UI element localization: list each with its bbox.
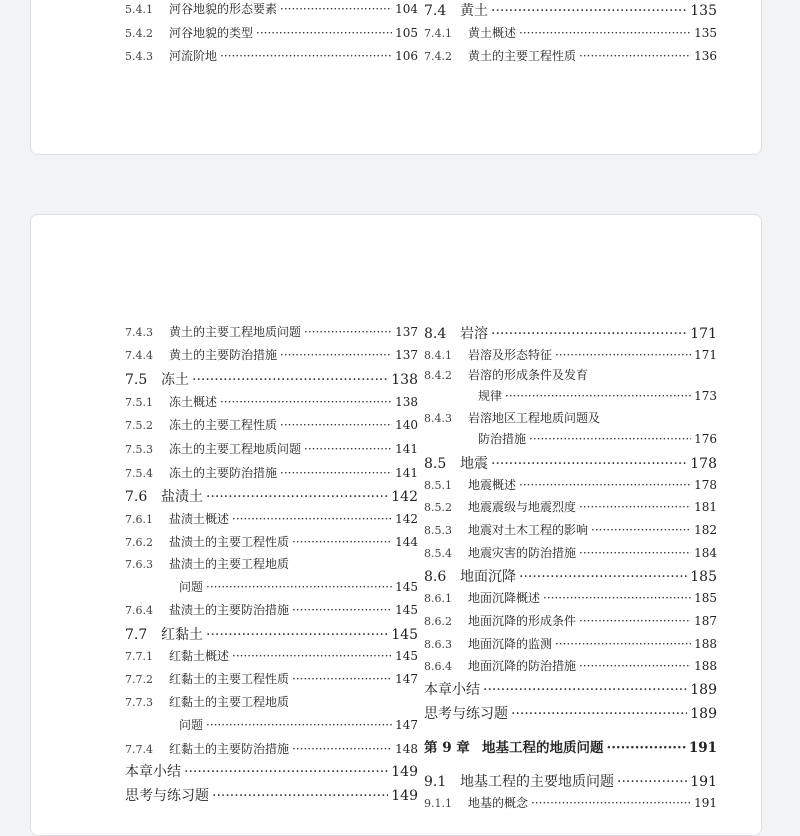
toc-entry-title: 冻土的主要防治措施 xyxy=(169,466,278,480)
toc-entry xyxy=(424,387,717,404)
toc-entry xyxy=(424,0,717,20)
toc-leader-dots xyxy=(206,580,392,594)
toc-entry-title: 地基工程的主要地质问题 xyxy=(460,774,614,790)
toc-entry xyxy=(125,578,418,595)
toc-entry xyxy=(424,679,717,699)
toc-entry-title: 地震概述 xyxy=(468,478,517,492)
toc-leader-dots xyxy=(519,478,691,492)
toc-entry-number: 8.4 xyxy=(424,326,447,342)
toc-entry-title: 盐渍土的主要工程地质 xyxy=(169,557,290,571)
toc-entry-title: 冻土的主要工程性质 xyxy=(169,418,278,432)
toc-entry-page: 188 xyxy=(694,659,717,673)
toc-entry-page: 176 xyxy=(694,432,717,446)
toc-entry xyxy=(424,566,717,586)
toc-leader-dots xyxy=(491,456,687,472)
toc-entry-title: 黄土的主要工程地质问题 xyxy=(169,325,302,339)
toc-entry-number: 7.6 xyxy=(125,489,148,505)
toc-entry xyxy=(424,771,717,791)
toc-entry-title: 黄土 xyxy=(460,3,488,19)
toc-entry xyxy=(125,369,418,389)
toc-entry-number: 7.7.2 xyxy=(125,673,153,686)
toc-entry-number: 7.4.3 xyxy=(125,326,153,339)
toc-entry-page: 185 xyxy=(694,591,717,605)
toc-entry-page: 149 xyxy=(391,788,418,804)
toc-entry xyxy=(125,393,418,410)
toc-entry-page: 142 xyxy=(391,489,418,505)
toc-entry-number: 7.5.3 xyxy=(125,443,153,456)
toc-entry-title: 思考与练习题 xyxy=(125,788,209,804)
toc-entry xyxy=(424,323,717,343)
toc-entry-number: 7.6.2 xyxy=(125,536,153,549)
toc-entry-page: 138 xyxy=(395,395,418,409)
toc-entry-title: 问题 xyxy=(179,580,204,594)
toc-leader-dots xyxy=(579,659,691,673)
toc-entry-number: 8.5.3 xyxy=(424,524,452,537)
toc-entry-title: 红黏土的主要防治措施 xyxy=(169,742,290,756)
toc-entry-page: 189 xyxy=(690,706,717,722)
toc-entry-title: 红黏土的主要工程地质 xyxy=(169,695,290,709)
toc-entry-title: 岩溶地区工程地质问题及 xyxy=(468,411,601,425)
toc-entry-page: 171 xyxy=(694,348,717,362)
toc-leader-dots xyxy=(206,489,388,505)
toc-entry xyxy=(125,0,418,17)
toc-leader-dots xyxy=(192,372,388,388)
toc-entry-title: 红黏土概述 xyxy=(169,649,230,663)
toc-entry-page: 178 xyxy=(690,456,717,472)
toc-leader-dots xyxy=(232,512,392,526)
toc-entry-title: 黄土的主要防治措施 xyxy=(169,348,278,362)
toc-entry xyxy=(125,47,418,64)
toc-entry-number: 9.1 xyxy=(424,774,447,790)
toc-entry-title: 冻土 xyxy=(161,372,189,388)
toc-entry-title: 本章小结 xyxy=(424,682,480,698)
toc-entry-title: 盐渍土 xyxy=(161,489,203,505)
toc-entry-title: 冻土的主要工程地质问题 xyxy=(169,442,302,456)
toc-leader-dots xyxy=(280,418,392,432)
toc-entry-title: 岩溶的形成条件及发育 xyxy=(468,368,589,382)
toc-entry-page: 136 xyxy=(694,49,717,63)
toc-leader-dots xyxy=(579,500,691,514)
toc-entry xyxy=(125,716,418,733)
toc-entry-number: 5.4.3 xyxy=(125,50,153,63)
toc-entry xyxy=(424,346,717,363)
toc-entry-number: 5.4.1 xyxy=(125,3,153,16)
toc-entry-page: 142 xyxy=(395,512,418,526)
toc-leader-dots xyxy=(280,466,392,480)
toc-entry-number: 7.4.2 xyxy=(424,50,452,63)
toc-entry-title: 地震 xyxy=(460,456,488,472)
toc-leader-dots xyxy=(220,49,392,63)
toc-leader-dots xyxy=(220,395,392,409)
toc-leader-dots xyxy=(591,523,691,537)
toc-entry xyxy=(424,409,717,426)
toc-entry-number: 8.5.1 xyxy=(424,479,452,492)
toc-entry-title: 地面沉降的形成条件 xyxy=(468,614,577,628)
toc-leader-dots xyxy=(280,348,392,362)
toc-entry-page: 187 xyxy=(694,614,717,628)
toc-entry-title: 岩溶 xyxy=(460,326,488,342)
toc-entry-number: 7.4.1 xyxy=(424,27,452,40)
toc-entry xyxy=(125,440,418,457)
toc-entry-number: 8.5.4 xyxy=(424,547,452,560)
toc-leader-dots xyxy=(212,788,388,804)
toc-leader-dots xyxy=(607,740,686,756)
toc-entry xyxy=(424,453,717,473)
toc-entry-title: 红黏土的主要工程性质 xyxy=(169,672,290,686)
toc-entry-page: 147 xyxy=(395,672,418,686)
toc-entry-page: 106 xyxy=(395,49,418,63)
toc-leader-dots xyxy=(206,718,392,732)
toc-entry-number: 7.6.4 xyxy=(125,604,153,617)
toc-entry xyxy=(125,647,418,664)
toc-entry-page: 191 xyxy=(690,774,717,790)
toc-entry xyxy=(424,430,717,447)
toc-entry xyxy=(424,612,717,629)
toc-entry xyxy=(125,533,418,550)
toc-entry-number: 7.5.1 xyxy=(125,396,153,409)
toc-entry-number: 8.4.1 xyxy=(424,349,452,362)
toc-entry-number: 8.6.2 xyxy=(424,615,452,628)
toc-entry xyxy=(424,47,717,64)
toc-entry-title: 地面沉降的防治措施 xyxy=(468,659,577,673)
toc-entry-page: 141 xyxy=(395,466,418,480)
toc-entry-page: 182 xyxy=(694,523,717,537)
toc-entry-title: 黄土的主要工程性质 xyxy=(468,49,577,63)
toc-entry-number: 7.7 xyxy=(125,627,148,643)
toc-leader-dots xyxy=(292,535,392,549)
toc-entry-title: 思考与练习题 xyxy=(424,706,508,722)
toc-leader-dots xyxy=(292,603,392,617)
toc-entry-number: 9.1.1 xyxy=(424,797,452,810)
toc-entry-number: 8.6.3 xyxy=(424,638,452,651)
toc-leader-dots xyxy=(280,2,392,16)
toc-card-top xyxy=(30,0,762,155)
toc-leader-dots xyxy=(579,546,691,560)
toc-entry-page: 145 xyxy=(395,603,418,617)
toc-entry-page: 137 xyxy=(395,325,418,339)
toc-entry xyxy=(125,464,418,481)
toc-leader-dots xyxy=(206,627,388,643)
toc-leader-dots xyxy=(292,672,392,686)
toc-leader-dots xyxy=(304,325,392,339)
toc-entry xyxy=(424,24,717,41)
toc-entry-title: 盐渍土的主要工程性质 xyxy=(169,535,290,549)
toc-entry xyxy=(424,635,717,652)
toc-entry-title: 地面沉降 xyxy=(460,569,516,585)
toc-entry xyxy=(125,624,418,644)
toc-entry xyxy=(125,416,418,433)
toc-entry-number: 7.7.4 xyxy=(125,743,153,756)
toc-entry-number: 7.6.1 xyxy=(125,513,153,526)
toc-entry xyxy=(424,498,717,515)
toc-entry xyxy=(125,693,418,710)
toc-leader-dots xyxy=(529,432,691,446)
toc-entry-page: 141 xyxy=(395,442,418,456)
toc-entry xyxy=(424,589,717,606)
toc-leader-dots xyxy=(483,682,687,698)
toc-entry-title: 防治措施 xyxy=(478,432,527,446)
toc-leader-dots xyxy=(519,569,687,585)
toc-entry-title: 红黏土 xyxy=(161,627,203,643)
toc-entry-page: 178 xyxy=(694,478,717,492)
toc-entry xyxy=(125,740,418,757)
toc-leader-dots xyxy=(491,3,687,19)
toc-entry-title: 地基的概念 xyxy=(468,796,529,810)
toc-entry-page: 135 xyxy=(694,26,717,40)
toc-entry-title: 规律 xyxy=(478,389,503,403)
toc-entry-page: 145 xyxy=(395,580,418,594)
toc-entry-page: 137 xyxy=(395,348,418,362)
toc-entry xyxy=(125,323,418,340)
toc-entry-page: 145 xyxy=(395,649,418,663)
toc-leader-dots xyxy=(292,742,392,756)
toc-entry xyxy=(125,785,418,805)
toc-card-bottom xyxy=(30,214,762,836)
toc-entry-page: 138 xyxy=(391,372,418,388)
toc-entry-number: 7.4 xyxy=(424,3,447,19)
toc-leader-dots xyxy=(579,614,691,628)
toc-entry-page: 171 xyxy=(690,326,717,342)
toc-entry-page: 148 xyxy=(395,742,418,756)
toc-entry xyxy=(424,794,717,811)
toc-leader-dots xyxy=(531,796,691,810)
toc-entry xyxy=(424,366,717,383)
toc-entry-page: 105 xyxy=(395,26,418,40)
toc-entry-title: 河谷地貌的类型 xyxy=(169,26,254,40)
toc-entry-page: 181 xyxy=(694,500,717,514)
toc-entry-number: 7.5 xyxy=(125,372,148,388)
toc-entry-number: 7.4.4 xyxy=(125,349,153,362)
toc-entry-title: 盐渍土的主要防治措施 xyxy=(169,603,290,617)
toc-leader-dots xyxy=(555,348,691,362)
toc-leader-dots xyxy=(555,637,691,651)
toc-entry-number: 第 9 章 xyxy=(424,740,470,756)
toc-leader-dots xyxy=(579,49,691,63)
toc-entry-title: 盐渍土概述 xyxy=(169,512,230,526)
toc-entry-page: 147 xyxy=(395,718,418,732)
toc-leader-dots xyxy=(304,442,392,456)
toc-entry-number: 8.6.4 xyxy=(424,660,452,673)
toc-entry-title: 问题 xyxy=(179,718,204,732)
toc-leader-dots xyxy=(184,764,388,780)
toc-entry xyxy=(125,761,418,781)
toc-entry-page: 135 xyxy=(690,3,717,19)
toc-entry xyxy=(125,555,418,572)
toc-leader-dots xyxy=(491,326,687,342)
toc-entry-title: 地震对土木工程的影响 xyxy=(468,523,589,537)
toc-entry-page: 191 xyxy=(688,740,717,756)
toc-entry-number: 8.4.2 xyxy=(424,369,452,382)
toc-entry-title: 岩溶及形态特征 xyxy=(468,348,553,362)
toc-entry-number: 8.5 xyxy=(424,456,447,472)
toc-entry xyxy=(125,670,418,687)
toc-entry xyxy=(424,476,717,493)
toc-leader-dots xyxy=(505,389,691,403)
toc-leader-dots xyxy=(617,774,687,790)
toc-entry-page: 145 xyxy=(391,627,418,643)
toc-entry xyxy=(424,657,717,674)
toc-entry-page: 104 xyxy=(395,2,418,16)
toc-entry-number: 7.6.3 xyxy=(125,558,153,571)
toc-entry-page: 191 xyxy=(694,796,717,810)
toc-entry-title: 河谷地貌的形态要素 xyxy=(169,2,278,16)
toc-entry xyxy=(424,703,717,723)
toc-entry-page: 149 xyxy=(391,764,418,780)
toc-entry-page: 185 xyxy=(690,569,717,585)
toc-entry-number: 8.4.3 xyxy=(424,412,452,425)
toc-entry-title: 地基工程的地质问题 xyxy=(482,740,604,756)
toc-leader-dots xyxy=(232,649,392,663)
toc-entry xyxy=(125,24,418,41)
toc-leader-dots xyxy=(543,591,691,605)
toc-entry-page: 140 xyxy=(395,418,418,432)
toc-entry xyxy=(125,346,418,363)
toc-entry-number: 8.5.2 xyxy=(424,501,452,514)
toc-entry xyxy=(424,521,717,538)
toc-entry-title: 黄土概述 xyxy=(468,26,517,40)
toc-entry-page: 188 xyxy=(694,637,717,651)
toc-entry-title: 地震震级与地震烈度 xyxy=(468,500,577,514)
toc-entry xyxy=(424,736,717,756)
toc-entry-number: 7.5.4 xyxy=(125,467,153,480)
toc-leader-dots xyxy=(519,26,691,40)
toc-entry-number: 7.5.2 xyxy=(125,419,153,432)
toc-entry-page: 144 xyxy=(395,535,418,549)
toc-entry xyxy=(424,544,717,561)
toc-entry xyxy=(125,510,418,527)
toc-leader-dots xyxy=(256,26,392,40)
toc-entry-number: 8.6 xyxy=(424,569,447,585)
toc-entry-title: 地面沉降的监测 xyxy=(468,637,553,651)
toc-entry xyxy=(125,486,418,506)
toc-entry-number: 7.7.3 xyxy=(125,696,153,709)
toc-entry-title: 地震灾害的防治措施 xyxy=(468,546,577,560)
toc-entry xyxy=(125,601,418,618)
toc-entry-page: 173 xyxy=(694,389,717,403)
toc-entry-title: 冻土概述 xyxy=(169,395,218,409)
toc-entry-number: 7.7.1 xyxy=(125,650,153,663)
toc-entry-title: 本章小结 xyxy=(125,764,181,780)
toc-entry-title: 地面沉降概述 xyxy=(468,591,541,605)
toc-entry-number: 8.6.1 xyxy=(424,592,452,605)
toc-entry-page: 189 xyxy=(690,682,717,698)
toc-entry-page: 184 xyxy=(694,546,717,560)
toc-leader-dots xyxy=(511,706,687,722)
toc-entry-number: 5.4.2 xyxy=(125,27,153,40)
toc-entry-title: 河流阶地 xyxy=(169,49,218,63)
